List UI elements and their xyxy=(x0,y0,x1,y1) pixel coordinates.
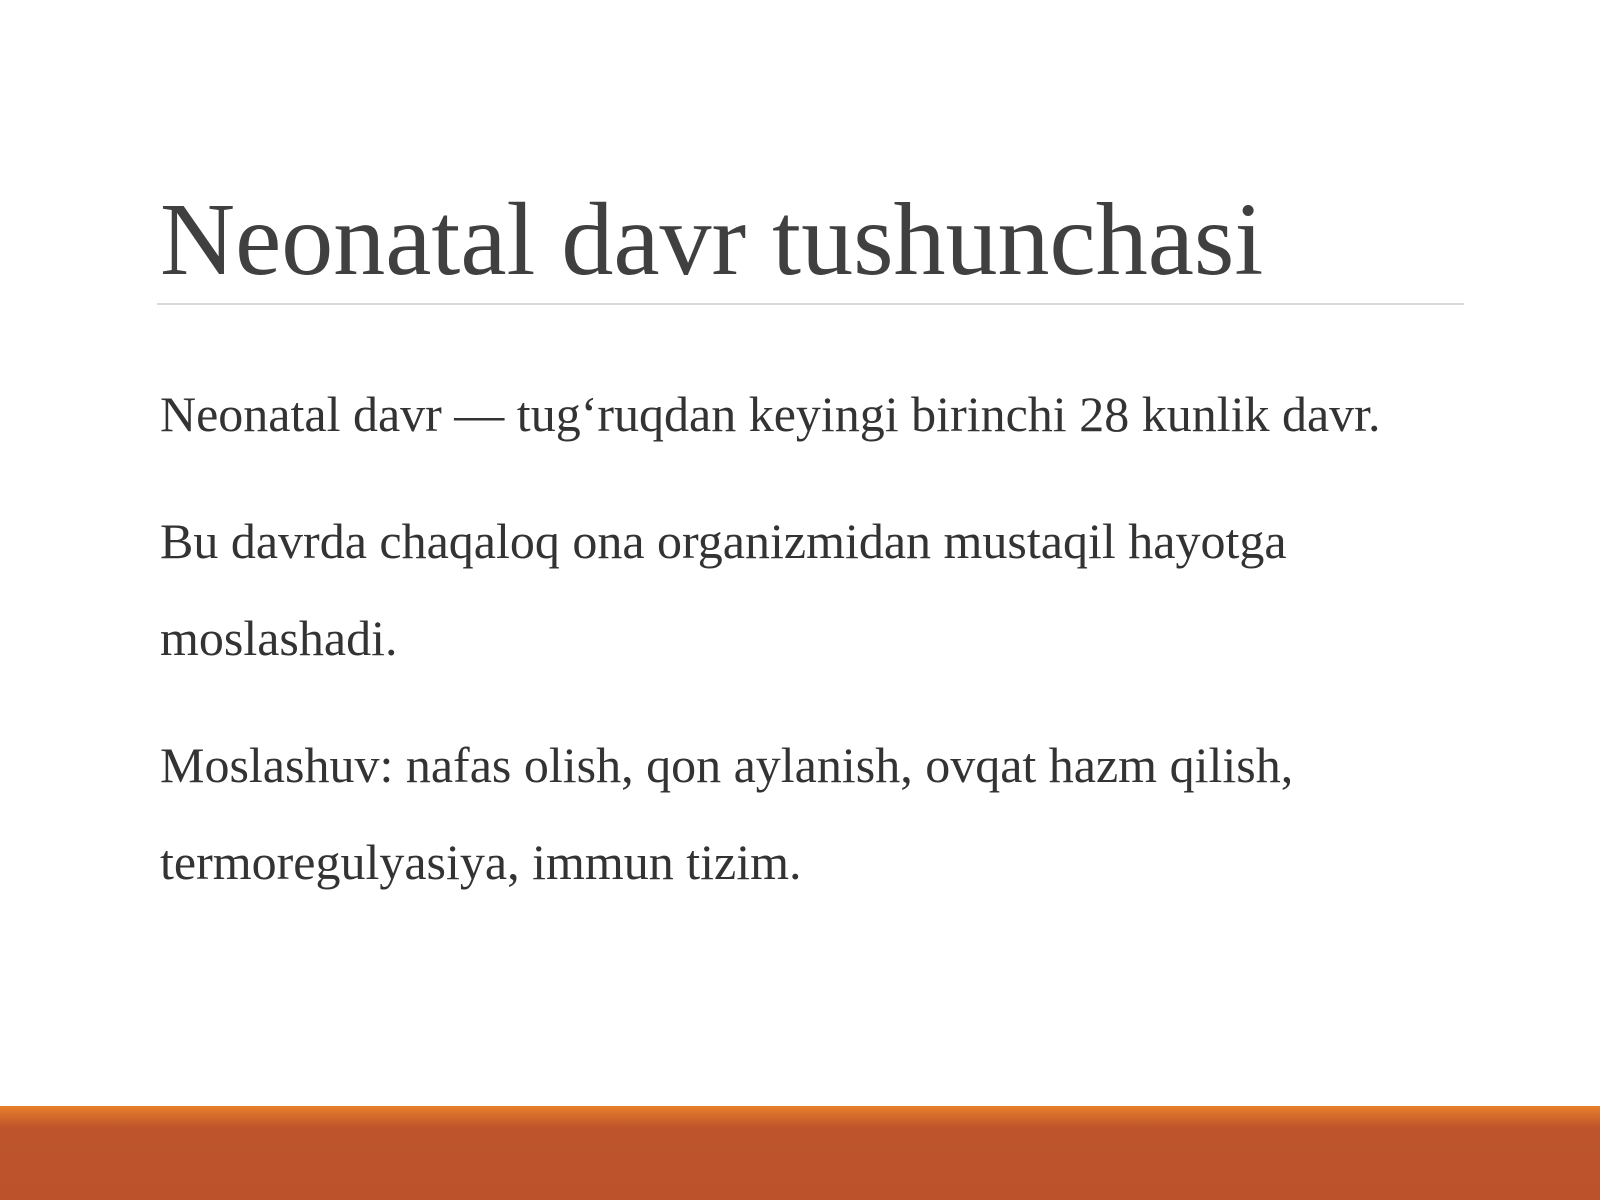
body-paragraph-systems: Moslashuv: nafas olish, qon aylanish, ovqat hazm qilish, termoregulyasiya, immun tizim. xyxy=(160,737,1294,890)
slide-body xyxy=(160,366,1480,941)
slide-title: Neonatal davr tushunchasi xyxy=(160,182,1264,297)
body-paragraph-definition: Neonatal davr — tug‘ruqdan keyingi birinchi 28 kunlik davr. xyxy=(160,386,1381,442)
footer-band xyxy=(0,1106,1600,1200)
body-paragraph-adaptation: Bu davrda chaqaloq ona organizmidan mustaqil hayotga moslashadi. xyxy=(160,513,1287,666)
title-divider xyxy=(157,303,1464,305)
